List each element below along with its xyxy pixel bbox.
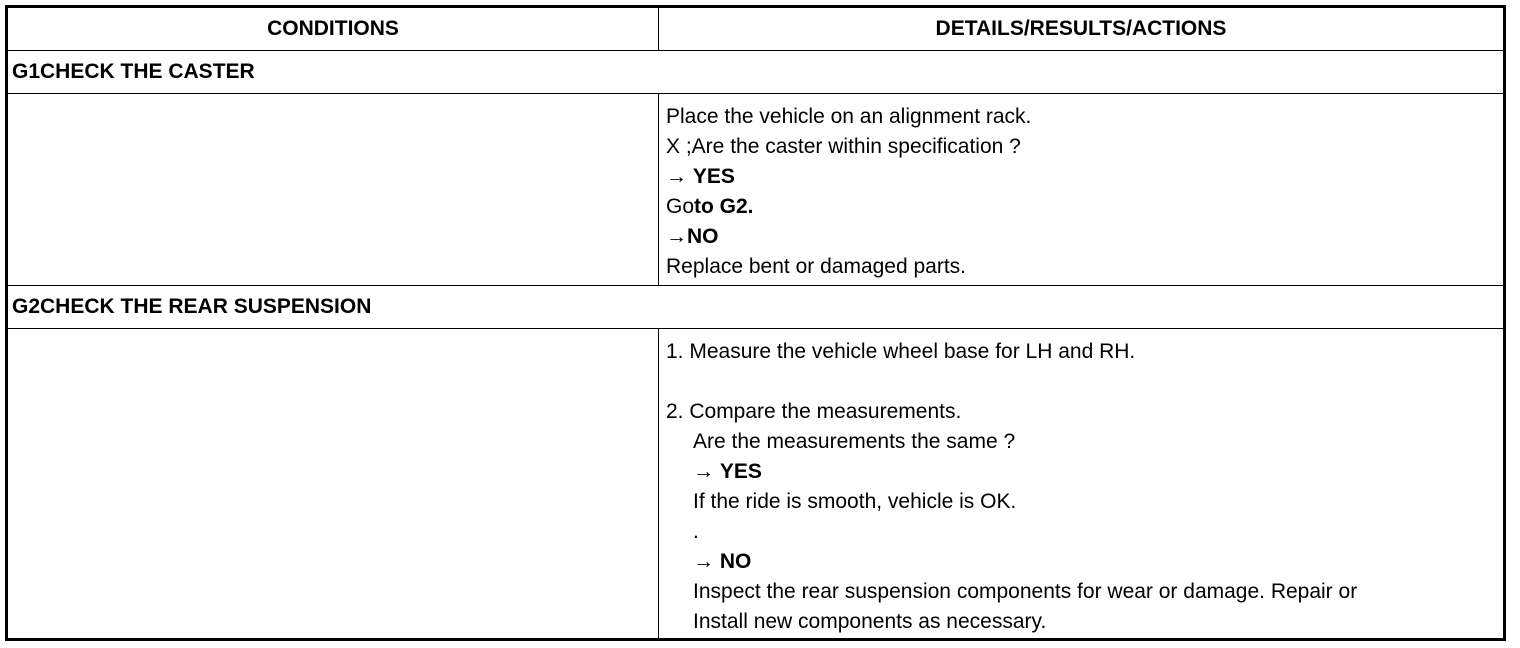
step-g1-conditions-cell (8, 94, 659, 285)
step-g2-details (666, 337, 1357, 637)
step-g1-question: X ;Are the caster within specification ? (666, 135, 1021, 158)
step-g1-yes-action (666, 192, 1031, 222)
step-g1-yes (666, 162, 1031, 192)
step-g2-title: G2CHECK THE REAR SUSPENSION (12, 295, 372, 318)
yes-action-target: to G2. (694, 195, 754, 218)
header-conditions: CONDITIONS (8, 8, 659, 50)
step-g2-yes-action: If the ride is smooth, vehicle is OK. (693, 490, 1017, 513)
spacer (666, 367, 1357, 397)
step-g2-yes (666, 457, 1357, 487)
step-g2-details-cell (659, 329, 1503, 638)
yes-action-prefix: Go (666, 195, 695, 218)
step-g2-no-action-line-2: Install new components as necessary. (693, 610, 1047, 633)
no-label: NO (719, 550, 752, 573)
step-g1-instruction: Place the vehicle on an alignment rack. (666, 105, 1032, 128)
step-g1-heading-row (8, 51, 1503, 94)
step-g2-dot: . (693, 520, 699, 543)
step-g1-details (666, 102, 1031, 282)
step-g2-item-2: 2. Compare the measurements. (666, 400, 962, 423)
step-g2-no (666, 547, 1357, 577)
header-details: DETAILS/RESULTS/ACTIONS (935, 17, 1227, 40)
table-header-row (8, 8, 1503, 51)
no-label: NO (687, 225, 719, 248)
step-g1-details-cell (659, 94, 1503, 285)
step-g2-conditions-cell (8, 329, 659, 638)
step-g2-item-1: 1. Measure the vehicle wheel base for LH and RH. (666, 340, 1136, 363)
arrow-right-icon: → (666, 165, 687, 188)
step-g2-no-action-line-1: Inspect the rear suspension components for wear or damage. Repair or (693, 580, 1358, 603)
diagnostic-table (5, 5, 1506, 641)
arrow-right-icon: → (693, 550, 714, 573)
step-g2-body-row (8, 329, 1503, 638)
yes-label: YES (692, 165, 735, 188)
arrow-right-icon: → (693, 460, 714, 483)
step-g2-question: Are the measurements the same ? (693, 430, 1016, 453)
step-g1-no-action: Replace bent or damaged parts. (666, 255, 967, 278)
step-g2-heading-row (8, 286, 1503, 329)
step-g1-body-row (8, 94, 1503, 286)
step-g1-title: G1CHECK THE CASTER (12, 60, 255, 83)
step-g1-no (666, 222, 1031, 252)
arrow-right-icon: → (666, 225, 687, 248)
yes-label: YES (719, 460, 762, 483)
